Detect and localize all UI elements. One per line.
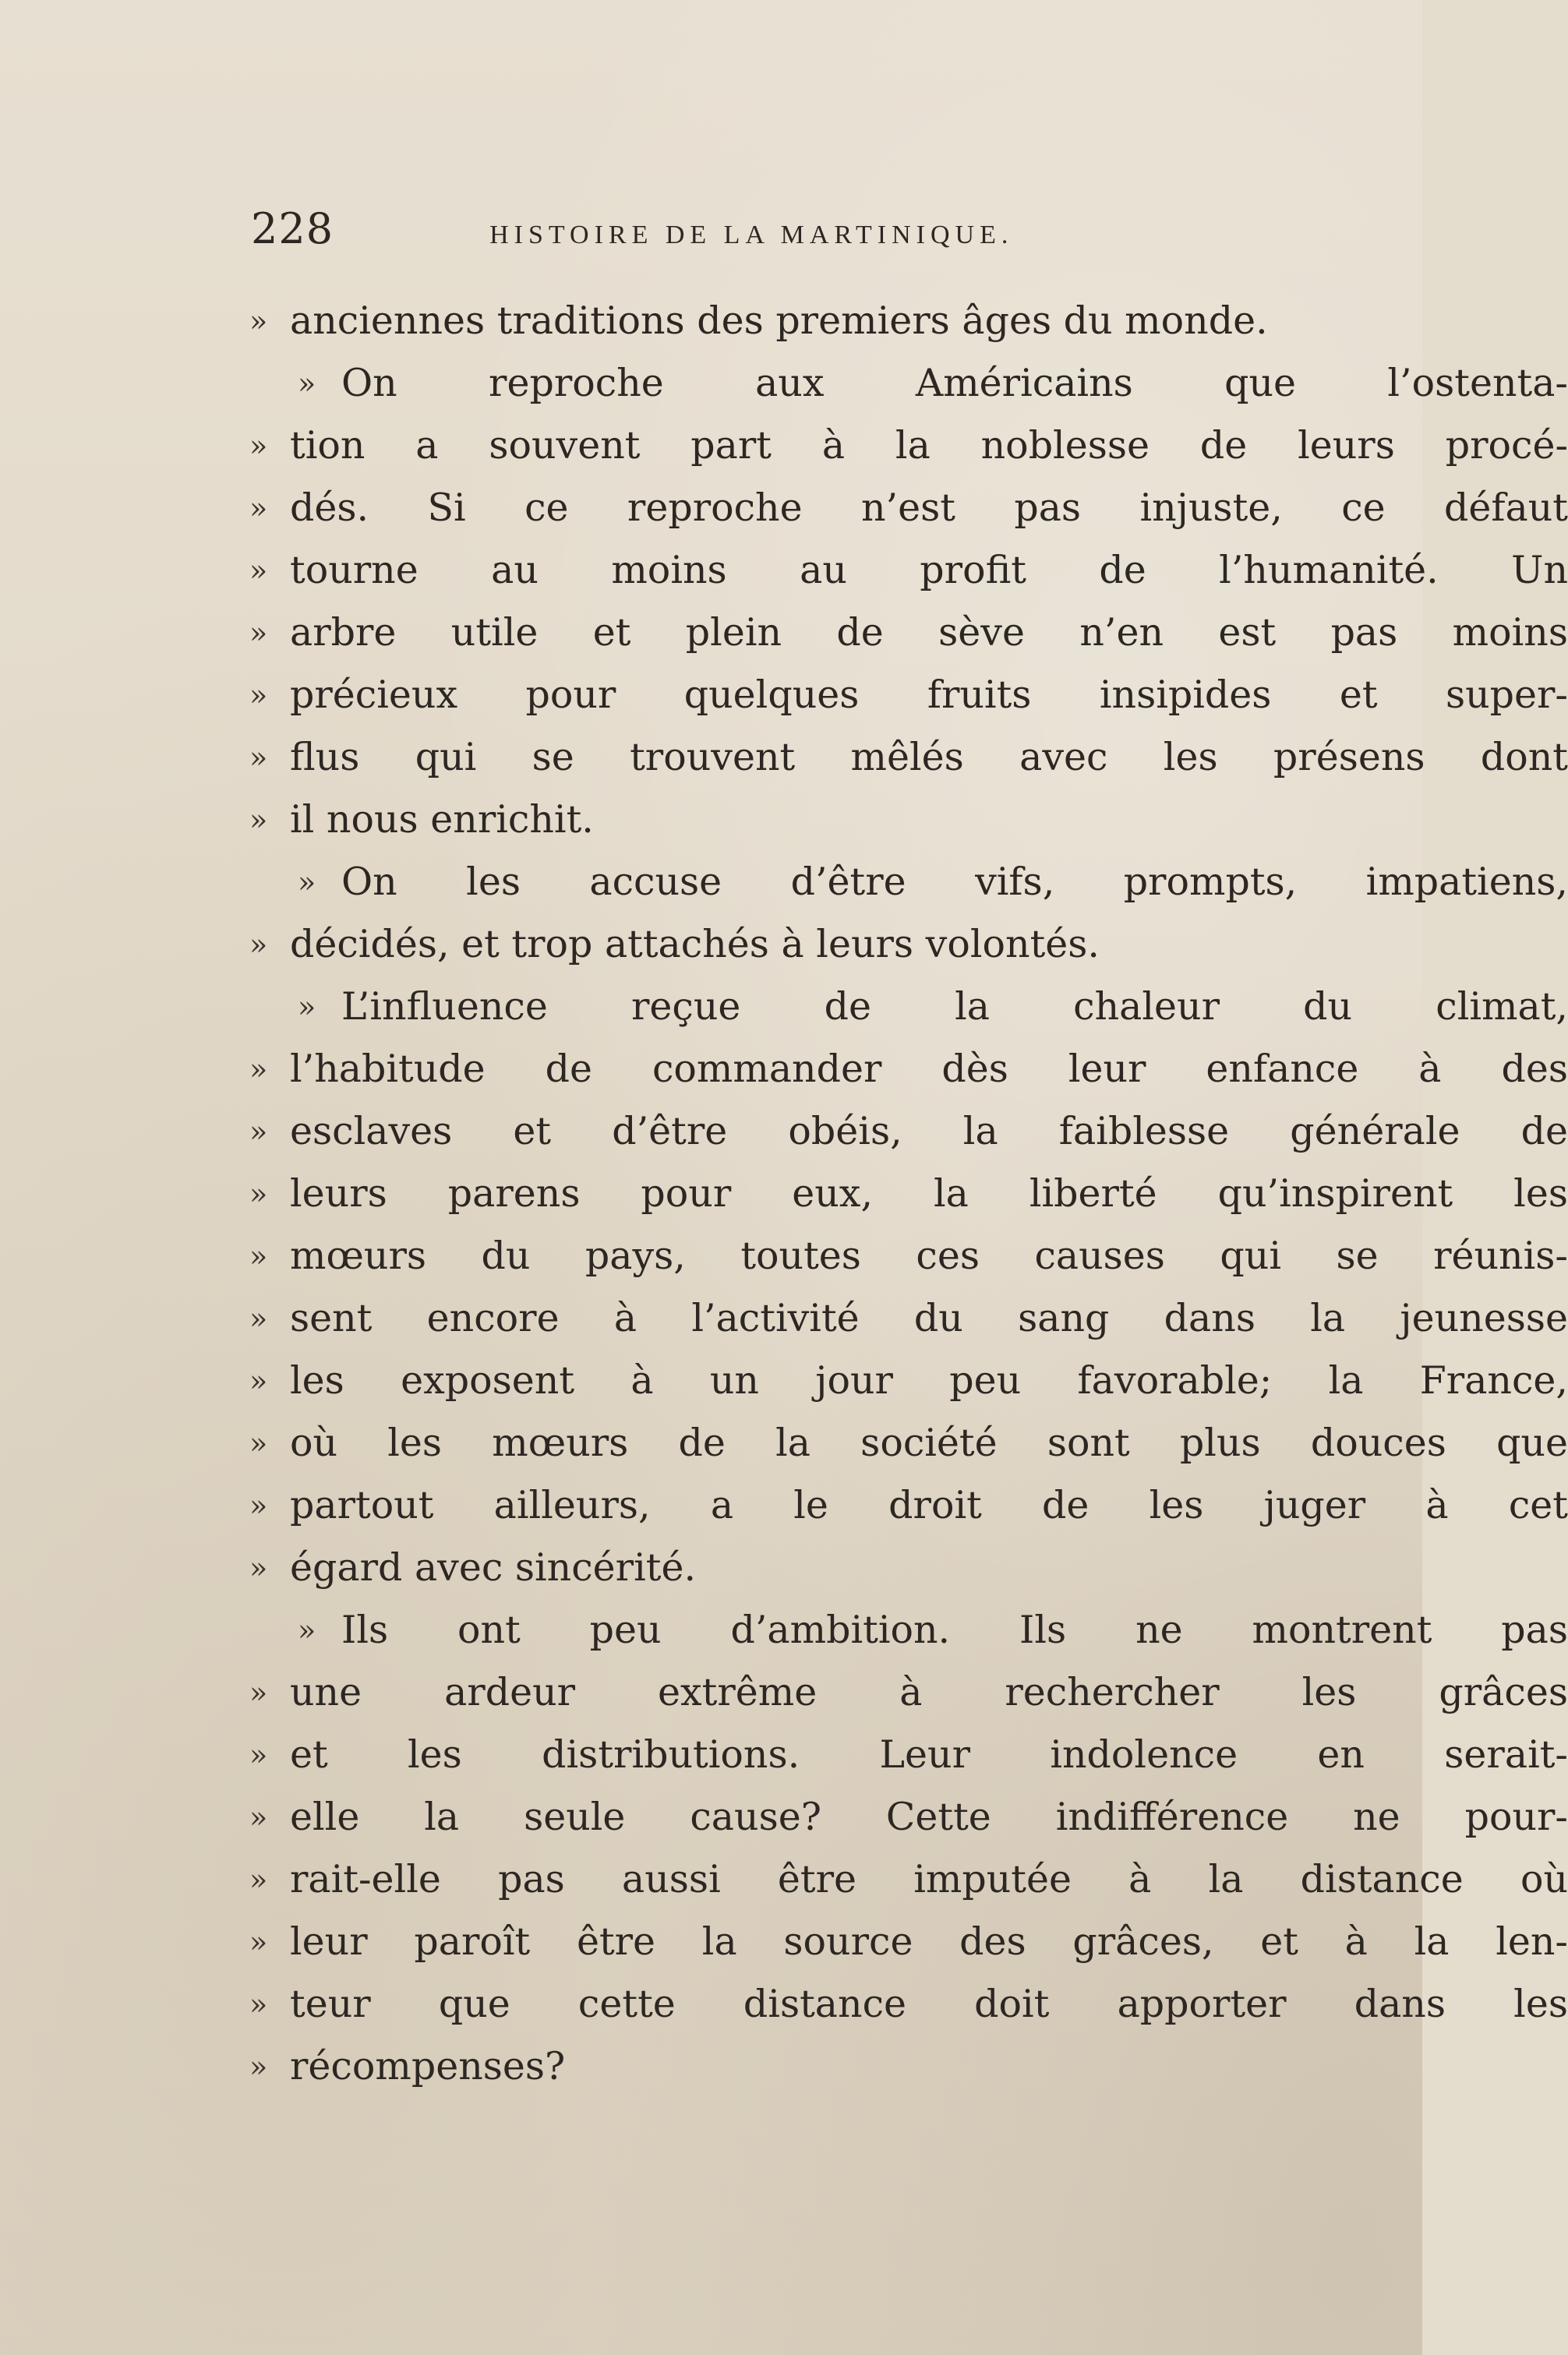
line-text: dés. Si ce reproche n’est pas injuste, ce défaut <box>290 485 1568 530</box>
text-line <box>249 1786 1568 1848</box>
text-line <box>249 290 1325 352</box>
text-line <box>249 1848 1568 1911</box>
line-text: sent encore à l’activité du sang dans la jeunesse <box>290 1296 1568 1340</box>
line-text: elle la seule cause? Cette indifférence ne pour- <box>290 1795 1568 1839</box>
text-line <box>249 1038 1568 1100</box>
text-line <box>249 415 1568 477</box>
line-text: les exposent à un jour peu favorable; la France, <box>290 1358 1568 1403</box>
quote-marker: » <box>249 1488 268 1523</box>
quote-marker: » <box>298 1613 316 1647</box>
quote-marker: » <box>249 1738 268 1772</box>
quote-marker: » <box>249 1364 268 1398</box>
quote-marker: » <box>249 2050 268 2084</box>
line-text: anciennes traditions des premiers âges du monde. <box>290 298 1268 343</box>
quote-marker: » <box>249 616 268 650</box>
line-text: l’habitude de commander dès leur enfance à des <box>290 1047 1568 1091</box>
line-text: On reproche aux Américains que l’ostenta- <box>341 361 1568 405</box>
line-text: rait-elle pas aussi être imputée à la distance où <box>290 1857 1568 1901</box>
quote-marker: » <box>249 1177 268 1211</box>
body-text <box>249 290 1568 2098</box>
text-line <box>249 1973 1568 2035</box>
text-line <box>249 913 1325 976</box>
line-text: il nous enrichit. <box>290 797 594 842</box>
running-title: HISTOIRE DE LA MARTINIQUE. <box>489 221 1014 249</box>
text-line <box>249 352 1568 415</box>
quote-marker: » <box>249 429 268 463</box>
quote-marker: » <box>249 1925 268 1959</box>
line-text: et les distributions. Leur indolence en serait- <box>290 1732 1568 1777</box>
text-line <box>249 1412 1568 1474</box>
quote-marker: » <box>249 740 268 775</box>
quote-marker: » <box>298 366 316 401</box>
quote-marker: » <box>249 927 268 962</box>
line-text: récompenses? <box>290 2044 566 2088</box>
running-header <box>251 204 1225 251</box>
line-text: égard avec sincérité. <box>290 1545 697 1590</box>
text-line <box>249 664 1568 726</box>
line-text: leurs parens pour eux, la liberté qu’inspirent les <box>290 1171 1568 1216</box>
quote-marker: » <box>249 1114 268 1149</box>
quote-marker: » <box>249 1052 268 1086</box>
line-text: mœurs du pays, toutes ces causes qui se réunis- <box>290 1234 1568 1278</box>
quote-marker: » <box>249 803 268 837</box>
line-text: leur paroît être la source des grâces, et à la len- <box>290 1919 1568 1964</box>
text-line <box>249 477 1568 539</box>
quote-marker: » <box>249 553 268 588</box>
line-text: tion a souvent part à la noblesse de leurs procé- <box>290 423 1568 468</box>
quote-marker: » <box>249 1426 268 1460</box>
quote-marker: » <box>249 1301 268 1336</box>
quote-marker: » <box>249 1862 268 1897</box>
text-line <box>249 539 1568 602</box>
quote-marker: » <box>298 990 316 1024</box>
quote-marker: » <box>249 1239 268 1273</box>
text-line <box>249 1474 1568 1537</box>
line-text: décidés, et trop attachés à leurs volontés. <box>290 922 1100 966</box>
page-number: 228 <box>251 204 334 253</box>
text-line <box>249 1661 1568 1724</box>
text-line <box>249 1537 1325 1599</box>
text-line <box>249 1100 1568 1163</box>
line-text: L’influence reçue de la chaleur du climat, <box>341 984 1568 1029</box>
line-text: précieux pour quelques fruits insipides et super- <box>290 673 1568 717</box>
quote-marker: » <box>249 678 268 712</box>
quote-marker: » <box>249 1987 268 2021</box>
text-line <box>249 976 1568 1038</box>
quote-marker: » <box>249 1551 268 1585</box>
text-line <box>249 1599 1568 1661</box>
line-text: teur que cette distance doit apporter dans les <box>290 1982 1568 2026</box>
line-text: arbre utile et plein de sève n’en est pas moins <box>290 610 1568 655</box>
line-text: où les mœurs de la société sont plus douces que <box>290 1421 1568 1465</box>
line-text: esclaves et d’être obéis, la faiblesse générale de <box>290 1109 1568 1153</box>
quote-marker: » <box>249 1675 268 1710</box>
text-line <box>249 602 1568 664</box>
text-line <box>249 1225 1568 1287</box>
quote-marker: » <box>298 865 316 899</box>
text-line <box>249 789 1325 851</box>
line-text: partout ailleurs, a le droit de les juger à cet <box>290 1483 1568 1527</box>
quote-marker: » <box>249 1800 268 1834</box>
line-text: flus qui se trouvent mêlés avec les présens dont <box>290 735 1568 779</box>
text-line <box>249 851 1568 913</box>
text-line <box>249 1287 1568 1350</box>
line-text: On les accuse d’être vifs, prompts, impatiens, <box>341 860 1568 904</box>
line-text: tourne au moins au profit de l’humanité. Un <box>290 548 1568 592</box>
text-line <box>249 1350 1568 1412</box>
text-line <box>249 726 1568 789</box>
quote-marker: » <box>249 491 268 525</box>
line-text: une ardeur extrême à rechercher les grâces <box>290 1670 1568 1714</box>
text-line <box>249 2035 1325 2098</box>
text-line <box>249 1163 1568 1225</box>
text-line <box>249 1911 1568 1973</box>
text-line <box>249 1724 1568 1786</box>
line-text: Ils ont peu d’ambition. Ils ne montrent pas <box>341 1608 1568 1652</box>
quote-marker: » <box>249 304 268 338</box>
